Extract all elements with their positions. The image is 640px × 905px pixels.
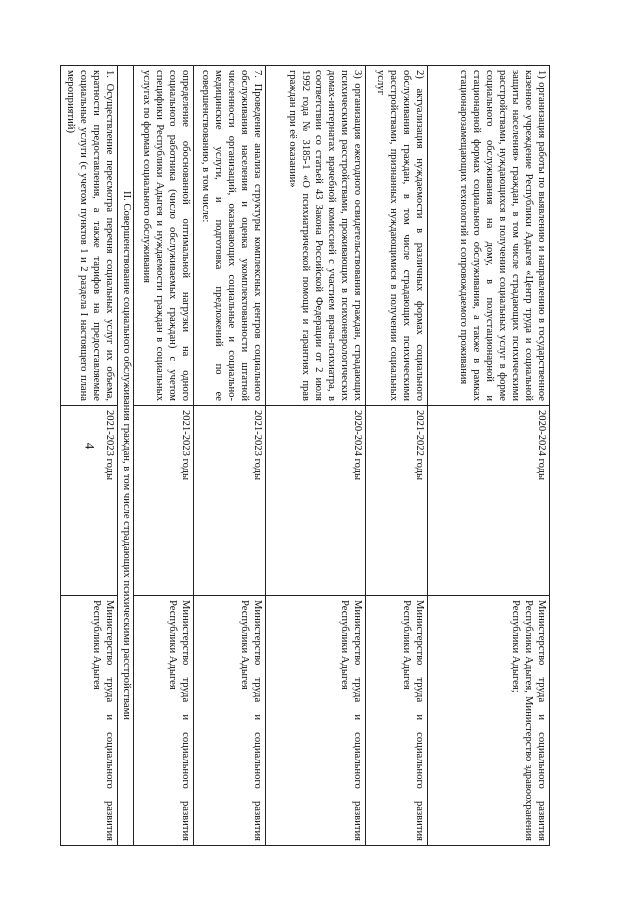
executor-cell: Министерство труда и социального развития Республики Адыгея [266,596,366,846]
table-row [266,66,366,846]
table-row [61,66,118,846]
executor-cell: Министерство труда и социального развития Республики Адыгея [194,596,266,846]
term-cell: 2021-2023 годы [194,406,266,596]
measure-cell: 7. Проведение анализа структуры комплексных центров социального обслуживания населения и оценка укомплектованности штатной численности организаций, оказывающих социальные и социально-медицинские услуги, и подготовка предложений по ее совершенствованию, в том числе: [194,66,266,406]
executor-cell: Министерство труда и социального развития Республики Адыгея [366,596,428,846]
executor-cell: Министерство труда и социального развития Республики Адыгея [134,596,194,846]
rotated-page-container [65,65,550,845]
executor-cell: Министерство труда и социального развития Республики Адыгея [61,596,118,846]
term-cell: 2020-2024 годы [266,406,366,596]
measure-cell: 3) организация ежегодного освидетельствования граждан, страдающих психическими расстройствами, проживающих в психоневрологических домах-интернатах врачебной комиссией с участием врача-психиатра, в соответствии со статьей 43 Закона Российской Федерации от 2 июля 1992 года № 3185-1 «О психиатрической помощи и гарантиях прав граждан при её оказании» [266,66,366,406]
term-cell: 2021-2022 годы [366,406,428,596]
term-cell: 2020-2024 годы [428,406,550,596]
section-heading: II. Совершенствование социального обслуживания граждан, в том числе страдающих психическими расстройствами [118,66,134,846]
executor-cell: Министерство труда и социального развития Республики Адыгея, Министерство здравоохранения Республики Адыгея; [428,596,550,846]
measure-cell: 1. Осуществление пересмотра перечня социальных услуг их объема, кратности предоставления, а также тарифов на предоставляемые социальные услуги (с учетом пунктов 1 и 2 раздела I настоящего плана мероприятий) [61,66,118,406]
table-row [428,66,550,846]
table-row [366,66,428,846]
measure-cell: определение обоснованной оптимальной нагрузки на одного социального работника (число обслуживаемых граждан) с учетом специфики Республики Адыгея и нуждаемости граждан в социальных услугах по формам социального обслуживания [134,66,194,406]
term-cell: 2021-2023 годы [134,406,194,596]
term-cell: 2021-2023 годы [61,406,118,596]
section-heading-row [118,66,134,846]
table-row [134,66,194,846]
measures-table [60,65,550,846]
page-number: 4 [82,442,98,450]
measure-cell: 2) актуализация нуждаемости в различных формах социального обслуживания граждан, в том числе страдающих психическими расстройствами, признанных нуждающимися в получении социальных услуг [366,66,428,406]
document-sheet [65,65,550,845]
table-row [194,66,266,846]
measure-cell: 1) организация работы по выявлению и направлению в государственное казенное учреждение Республики Адыгея «Центр труда и социальной защиты населения» граждан, в том числе страдающих психическими расстройствами, нуждающихся в получении социальных услуг в форме социального обслуживания на дому, в полустационарной и стационарной формах социального обслуживания, а также в рамках стационарозамещающих технологий и сопровождаемого проживания [428,66,550,406]
